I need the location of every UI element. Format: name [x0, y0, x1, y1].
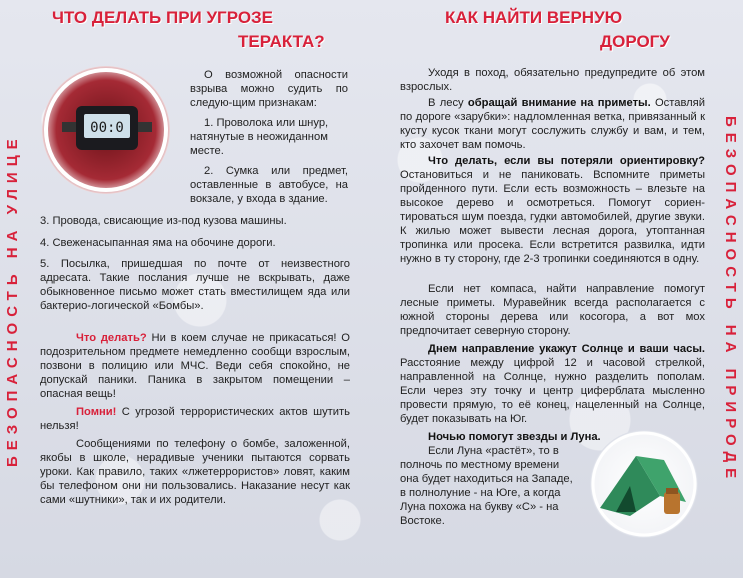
left-remember	[40, 405, 350, 433]
p2-c: Оставляй по дороге «зарубки»: надломленная ветка, привязанный к кусту кусок ткани могут сослужить службу и вам, и тем, кто захочет вам помочь.	[400, 97, 705, 151]
night-label: Ночью помогут звезды и Луна.	[428, 431, 601, 443]
sun-label: Днем направление укажут Солнце и ваши часы.	[428, 343, 705, 355]
lost-text: Остановиться и не паниковать. Вспомните приметы пройденного пути. Если есть возможность – влезьте на высокое дерево и осмотреться. Помогут сориен-тироваться шум поезда, гудки автомобилей, другие звуки. К жилью может вывести лесная дорога, утоптанная тропинка или просека. Если встретится развилка, идти нужно в ту сторону, где 2-3 тропинки соединяются в одну.	[400, 169, 705, 265]
what-text: Ни в коем случае не прикасаться! О подозрительном предмете немедленно сообщи взрослым, позвони в полицию или МЧС. Веди себя спокойно, не допускай паники. Паника в закрытом помещении – опасная вещь!	[40, 332, 351, 400]
left-item5: 5. Посылка, пришедшая по почте от неизвестного адресата. Такие послания лучше не вскрывать, даже обыкновенное письмо может стать вместилищем яда или бактерио-логической «Бомбы».	[40, 258, 350, 312]
right-p2	[400, 96, 705, 152]
left-intro: О возможной опасности взрыва можно судить по следую-щим признакам:	[190, 69, 348, 109]
right-compass: Если нет компаса, найти направление помогут лесные приметы. Муравейник всегда располагается с южной стороны дерева или косогора, а вот мох предпочитает северную сторону.	[400, 283, 705, 337]
tent-icon	[590, 430, 698, 538]
what-label: Что делать?	[76, 332, 147, 344]
remember-label: Помни!	[76, 406, 117, 418]
right-moon: Если Луна «растёт», то в полночь по местному времени она будет находиться на Западе, в полнолуние - на Юге, а когда Луна похожа на букву «С» - на Востоке.	[400, 445, 573, 527]
right-circle-image	[590, 430, 698, 538]
left-item3: 3. Провода, свисающие из-под кузова машины.	[40, 215, 287, 227]
sun-text: Расстояние между цифрой 12 и часовой стрелкой, направленной на Солнце, нужно разделить пополам. Если через эту точку и центр циферблата мысленно провести прямую, то её конец, нацеленный на Солнце, будет показывать на Юг.	[400, 357, 705, 425]
remember-text: С угрозой террористических актов шутить нельзя!	[40, 406, 350, 432]
p2-b: обращай внимание на приметы.	[467, 97, 651, 109]
left-calls: Сообщениями по телефону о бомбе, заложенной, якобы в школе, нерадивые ученики пытаются сорвать уроки. Как правило, таких «лжетеррористов» ловят, каким бы телефоном они ни пользовались. Наказание несут как сами «шутники», так и их родители.	[40, 438, 350, 506]
left-title-line2: ТЕРАКТА?	[238, 32, 325, 51]
left-what-to-do	[40, 331, 350, 401]
right-title-line1: КАК НАЙТИ ВЕРНУЮ	[445, 8, 623, 27]
right-title-line2: ДОРОГУ	[600, 32, 670, 51]
left-item4: 4. Свеженасыпанная яма на обочине дороги.	[40, 237, 276, 249]
right-side-banner: БЕЗОПАСНОСТЬ НА ПРИРОДЕ	[722, 115, 739, 485]
left-side-banner: БЕЗОПАСНОСТЬ НА УЛИЦЕ	[4, 133, 21, 467]
left-title-line1: ЧТО ДЕЛАТЬ ПРИ УГРОЗЕ	[52, 8, 274, 27]
right-p1: Уходя в поход, обязательно предупредите об этом взрослых.	[400, 67, 705, 93]
lost-label: Что делать, если вы потеряли ориентировку?	[428, 155, 705, 167]
watch-timer-icon	[42, 66, 170, 194]
svg-text:00:0: 00:0	[90, 120, 124, 136]
left-item2: 2. Сумка или предмет, оставленные в автобусе, на вокзале, у входа в здание.	[190, 165, 348, 205]
left-circle-image	[42, 66, 170, 194]
right-lost	[400, 154, 705, 266]
left-item1: 1. Проволока или шнур, натянутые в неожиданном месте.	[190, 117, 329, 157]
right-sun	[400, 342, 705, 426]
p2-a: В лесу	[428, 97, 468, 109]
